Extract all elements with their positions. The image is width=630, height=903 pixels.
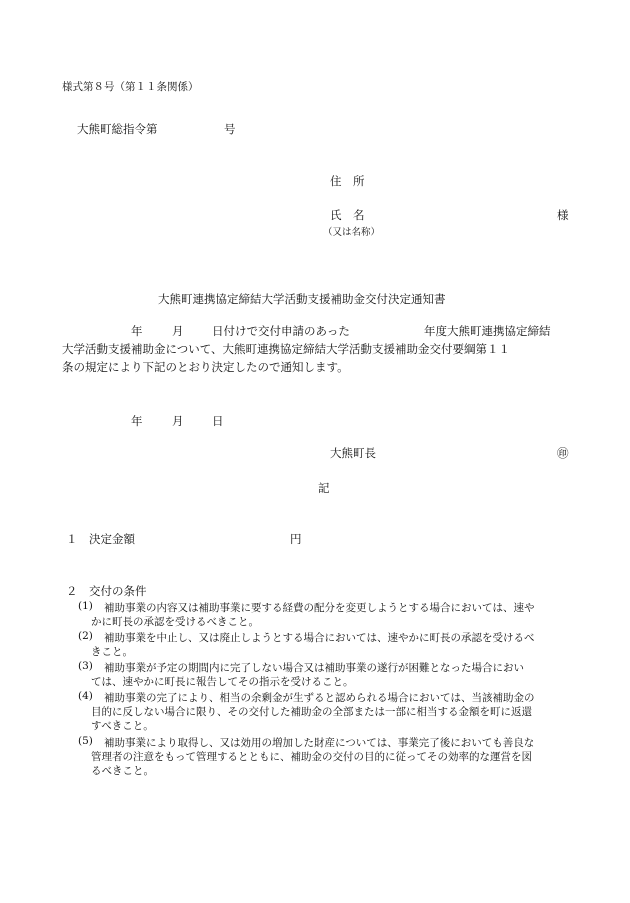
name-label: 氏 名 [330, 208, 365, 222]
condition-1-text: 補助事業の内容又は補助事業に要する経費の配分を変更しようとする場合においては、速や [104, 602, 535, 614]
section1-unit: 円 [290, 532, 302, 546]
body-month: 月 [172, 324, 184, 338]
section1-label: １ 決定金額 [66, 532, 135, 546]
body-day: 日付けで交付申請のあった [212, 324, 350, 338]
condition-4-cont: 目的に反しない場合に限り、その交付した補助金の全部または一部に相当する金額を町に返還 [91, 706, 532, 718]
order-number-prefix: 大熊町総指令第 [77, 122, 158, 136]
condition-1-num: (1) [78, 600, 93, 612]
condition-2-text: 補助事業を中止し、又は廃止しようとする場合においては、速やかに町長の承認を受けるべ [104, 632, 535, 644]
date-month: 月 [172, 414, 184, 428]
condition-3-num: (3) [78, 660, 93, 672]
name-note: （又は名称） [323, 227, 381, 238]
condition-3-text: 補助事業が予定の期間内に完了しない場合又は補助事業の遂行が困難となった場合におい [104, 662, 524, 674]
condition-2-cont: きこと。 [91, 646, 133, 658]
section2-label: ２ 交付の条件 [66, 584, 147, 598]
condition-5-cont2: るべきこと。 [91, 765, 154, 777]
honorific: 様 [557, 208, 569, 222]
condition-4-text: 補助事業の完了により、相当の余剰金が生ずると認められる場合においては、当該補助金の [104, 692, 535, 704]
body-fiscal: 年度大熊町連携協定締結 [424, 324, 551, 338]
document-title: 大熊町連携協定締結大学活動支援補助金交付決定通知書 [158, 292, 446, 306]
condition-4-cont2: すべきこと。 [91, 720, 154, 732]
date-day: 日 [212, 414, 224, 428]
body-line3: 条の規定により下記のとおり決定したので通知します。 [62, 360, 349, 374]
ki-heading: 記 [318, 481, 330, 495]
condition-1-cont: かに町長の承認を受けるべきこと。 [91, 616, 259, 628]
date-year: 年 [131, 414, 143, 428]
condition-5-text: 補助事業により取得し、又は効用の増加した財産については、事業完了後においても善良な [104, 737, 535, 749]
order-number-suffix: 号 [224, 122, 236, 136]
condition-3-cont: ては、速やかに町長に報告してその指示を受けること。 [91, 676, 354, 688]
issuer-name: 大熊町長 [330, 446, 376, 460]
form-label: 様式第８号（第１１条関係） [62, 81, 199, 93]
address-label: 住 所 [330, 174, 365, 188]
condition-5-num: (5) [78, 735, 93, 747]
body-year: 年 [131, 324, 143, 338]
seal-mark: ㊞ [557, 446, 569, 460]
condition-5-cont: 管理者の注意をもって管理するとともに、補助金の交付の目的に従ってその効率的な運営を図 [91, 751, 532, 763]
body-line2: 大学活動支援補助金について、大熊町連携協定締結大学活動支援補助金交付要綱第１１ [62, 342, 511, 356]
condition-4-num: (4) [78, 690, 93, 702]
condition-2-num: (2) [78, 630, 93, 642]
